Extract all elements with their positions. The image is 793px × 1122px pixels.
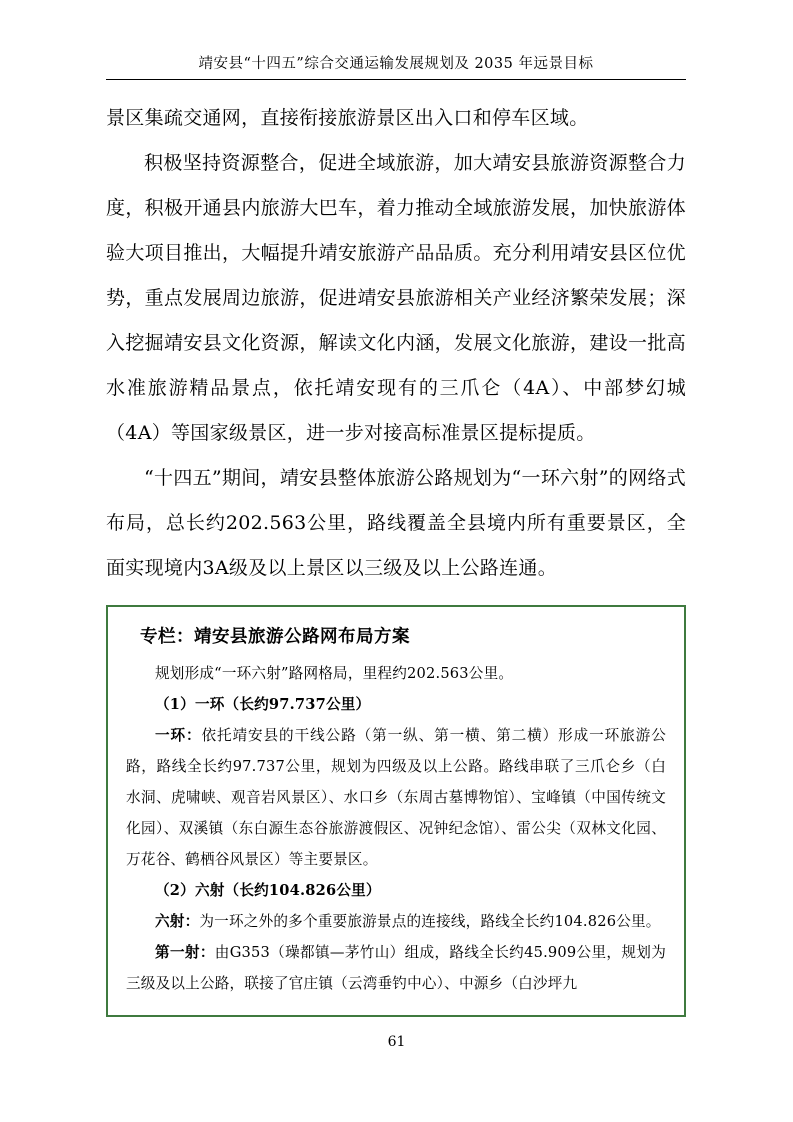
callout-box	[106, 605, 686, 1017]
header-divider	[106, 79, 686, 80]
callout-line-1: 规划形成“一环六射”路网格局，里程约202.563公里。	[155, 665, 514, 682]
callout-para-liushe	[126, 906, 666, 937]
paragraph-2: 积极坚持资源整合，促进全域旅游，加大靖安县旅游资源整合力度，积极开通县内旅游大巴车，着力推动全域旅游发展，加快旅游体验大项目推出，大幅提升靖安旅游产品品质。充分利用靖安县区位优势，重点发展周边旅游，促进靖安县旅游相关产业经济繁荣发展；深入挖掘靖安县文化资源，解读文化内涵，发展文化旅游，建设一批高水准旅游精品景点，依托靖安现有的三爪仑（4A）、中部梦幻城（4A）等国家级景区，进一步对接高标准景区提标提质。	[106, 152, 686, 444]
callout-lead-yihuan: 一环：	[155, 727, 202, 744]
callout-para-diyishe	[126, 937, 666, 999]
callout-lead-diyishe: 第一射：	[155, 944, 215, 961]
callout-text-yihuan: 依托靖安县的干线公路（第一纵、第一横、第二横）形成一环旅游公路，路线全长约97.737公里，规划为四级及以上公路。路线串联了三爪仑乡（白水洞、虎啸峡、观音岩风景区）、水口乡（东周古墓博物馆）、宝峰镇（中国传统文化园）、双溪镇（东白源生态谷旅游渡假区、况钟纪念馆）、雷公尖（双林文化园、万花谷、鹤栖谷风景区）等主要景区。	[126, 727, 666, 868]
callout-lead-liushe: 六射：	[155, 913, 200, 930]
callout-heading-1: （1）一环（长约97.737公里）	[155, 696, 371, 713]
paragraph-3: “十四五”期间，靖安县整体旅游公路规划为“一环六射”的网络式布局，总长约202.563公里，路线覆盖全县境内所有重要景区，全面实现境内3A级及以上景区以三级及以上公路连通。	[106, 467, 686, 579]
callout-text-liushe: 为一环之外的多个重要旅游景点的连接线，路线全长约104.826公里。	[199, 913, 661, 930]
paragraph-1: 景区集疏交通网，直接衔接旅游景区出入口和停车区域。	[106, 107, 589, 129]
page-content	[106, 96, 686, 1017]
page-number: 61	[387, 1034, 406, 1050]
callout-text-diyishe: 由G353（璪都镇—茅竹山）组成，路线全长约45.909公里，规划为三级及以上公路，联接了官庄镇（云湾垂钓中心）、中源乡（白沙坪九	[126, 944, 666, 992]
page-header: 靖安县“十四五”综合交通运输发展规划及 2035 年远景目标	[198, 56, 594, 72]
callout-title: 专栏：靖安县旅游公路网布局方案	[140, 627, 410, 647]
callout-para-yihuan	[126, 720, 666, 875]
callout-heading-2: （2）六射（长约104.826公里）	[155, 882, 381, 899]
